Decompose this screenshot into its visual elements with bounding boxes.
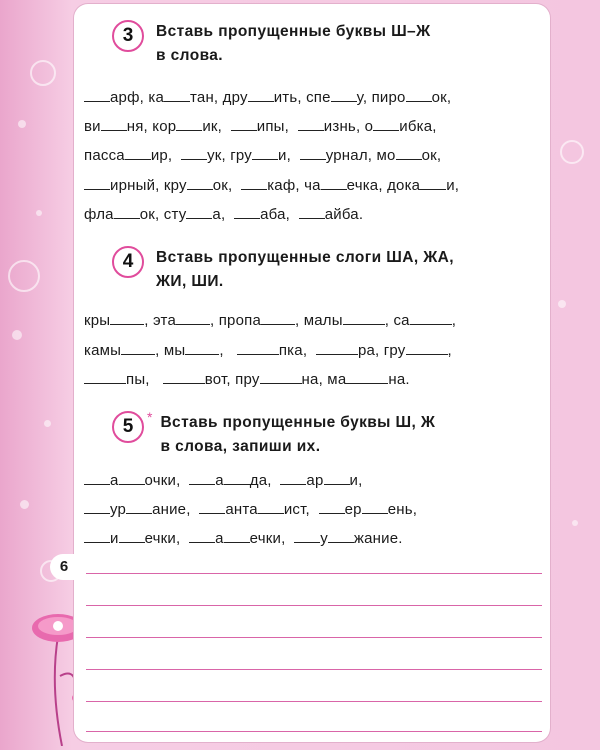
- answer-blank[interactable]: [300, 146, 326, 160]
- task-4-row-2: камы , мы , пка, ра, гру ,: [84, 342, 452, 359]
- task-5-row-2: ур ание, анта ист, ер ень,: [84, 500, 417, 518]
- answer-blank[interactable]: [343, 311, 385, 325]
- task-4-row-1: кры , эта , пропа , малы , са ,: [84, 312, 457, 329]
- answer-blank[interactable]: [119, 529, 145, 543]
- decor-bubble: [560, 140, 584, 164]
- answer-blank[interactable]: [258, 500, 284, 514]
- answer-blank[interactable]: [280, 471, 306, 485]
- task-3-row-3: пасса ир, ук, гру и, урнал, мо ок,: [84, 147, 442, 164]
- writing-line[interactable]: [86, 701, 542, 702]
- answer-blank[interactable]: [187, 176, 213, 190]
- answer-blank[interactable]: [241, 176, 267, 190]
- writing-line[interactable]: [86, 731, 542, 732]
- decor-dot: [36, 210, 42, 216]
- task-4-header: [112, 246, 454, 294]
- answer-blank[interactable]: [84, 529, 110, 543]
- task-5-row-1: а очки, а да, ар и,: [84, 471, 362, 489]
- answer-blank[interactable]: [362, 500, 388, 514]
- answer-blank[interactable]: [321, 176, 347, 190]
- task-3-header: [112, 20, 430, 68]
- answer-blank[interactable]: [248, 88, 274, 102]
- answer-blank[interactable]: [373, 117, 399, 131]
- answer-blank[interactable]: [185, 341, 219, 355]
- task-5-row-3: и ечки, а ечки, у жание.: [84, 529, 403, 547]
- answer-blank[interactable]: [331, 88, 357, 102]
- answer-blank[interactable]: [234, 205, 260, 219]
- answer-blank[interactable]: [126, 500, 152, 514]
- decor-dot: [20, 500, 29, 509]
- answer-blank[interactable]: [396, 146, 422, 160]
- answer-blank[interactable]: [186, 205, 212, 219]
- answer-blank[interactable]: [224, 529, 250, 543]
- answer-blank[interactable]: [84, 176, 110, 190]
- answer-blank[interactable]: [237, 341, 279, 355]
- task-4-title: Вставь пропущенные слоги ША, ЖА, ЖИ, ШИ.: [156, 249, 454, 290]
- task-4-row-3: пы, вот, пру на, ма на.: [84, 370, 410, 388]
- task-3-row-1: арф, ка тан, дру ить, спе у, пиро ок,: [84, 88, 451, 106]
- answer-blank[interactable]: [406, 341, 448, 355]
- answer-blank[interactable]: [164, 88, 190, 102]
- decor-bubble: [30, 60, 56, 86]
- answer-blank[interactable]: [298, 117, 324, 131]
- task-3-title: Вставь пропущенные буквы Ш–Ж в слова.: [156, 23, 431, 64]
- writing-line[interactable]: [86, 637, 542, 638]
- answer-blank[interactable]: [319, 500, 345, 514]
- star-icon: *: [147, 409, 153, 425]
- answer-blank[interactable]: [119, 471, 145, 485]
- writing-line[interactable]: [86, 669, 542, 670]
- task-number-badge: 5: [112, 411, 144, 443]
- answer-blank[interactable]: [125, 146, 151, 160]
- answer-blank[interactable]: [420, 176, 446, 190]
- answer-blank[interactable]: [176, 117, 202, 131]
- answer-blank[interactable]: [224, 471, 250, 485]
- writing-line[interactable]: [86, 573, 542, 574]
- answer-blank[interactable]: [189, 529, 215, 543]
- answer-blank[interactable]: [110, 311, 144, 325]
- answer-blank[interactable]: [231, 117, 257, 131]
- answer-blank[interactable]: [316, 341, 358, 355]
- answer-blank[interactable]: [252, 146, 278, 160]
- answer-blank[interactable]: [299, 205, 325, 219]
- decor-dot: [44, 420, 51, 427]
- task-3-row-2: ви ня, кор ик, ипы, изнь, о ибка,: [84, 118, 437, 135]
- decor-dot: [558, 300, 566, 308]
- answer-blank[interactable]: [84, 88, 110, 102]
- answer-blank[interactable]: [406, 88, 432, 102]
- writing-line[interactable]: [86, 605, 542, 606]
- decor-dot: [12, 330, 22, 340]
- task-5-title: Вставь пропущенные буквы Ш, Ж в слова, запиши их.: [160, 414, 436, 455]
- answer-blank[interactable]: [324, 471, 350, 485]
- decor-bubble: [8, 260, 40, 292]
- decor-dot: [18, 120, 26, 128]
- answer-blank[interactable]: [163, 370, 205, 384]
- page-number: 6: [50, 554, 78, 580]
- answer-blank[interactable]: [101, 117, 127, 131]
- answer-blank[interactable]: [260, 370, 302, 384]
- answer-blank[interactable]: [410, 311, 452, 325]
- answer-blank[interactable]: [328, 529, 354, 543]
- decor-dot: [572, 520, 578, 526]
- answer-blank[interactable]: [84, 471, 110, 485]
- task-3-row-4: ирный, кру ок, каф, ча ечка, дока и,: [84, 176, 459, 194]
- answer-blank[interactable]: [114, 205, 140, 219]
- answer-blank[interactable]: [189, 471, 215, 485]
- answer-blank[interactable]: [84, 370, 126, 384]
- task-3-row-5: фла ок, сту а, аба, айба.: [84, 206, 364, 223]
- answer-blank[interactable]: [121, 341, 155, 355]
- answer-blank[interactable]: [199, 500, 225, 514]
- answer-blank[interactable]: [176, 311, 210, 325]
- answer-blank[interactable]: [261, 311, 295, 325]
- task-number-badge: 3: [112, 20, 144, 52]
- answer-blank[interactable]: [181, 146, 207, 160]
- answer-blank[interactable]: [84, 500, 110, 514]
- task-number-badge: 4: [112, 246, 144, 278]
- answer-blank[interactable]: [346, 370, 388, 384]
- answer-blank[interactable]: [294, 529, 320, 543]
- task-5-header: [112, 411, 435, 459]
